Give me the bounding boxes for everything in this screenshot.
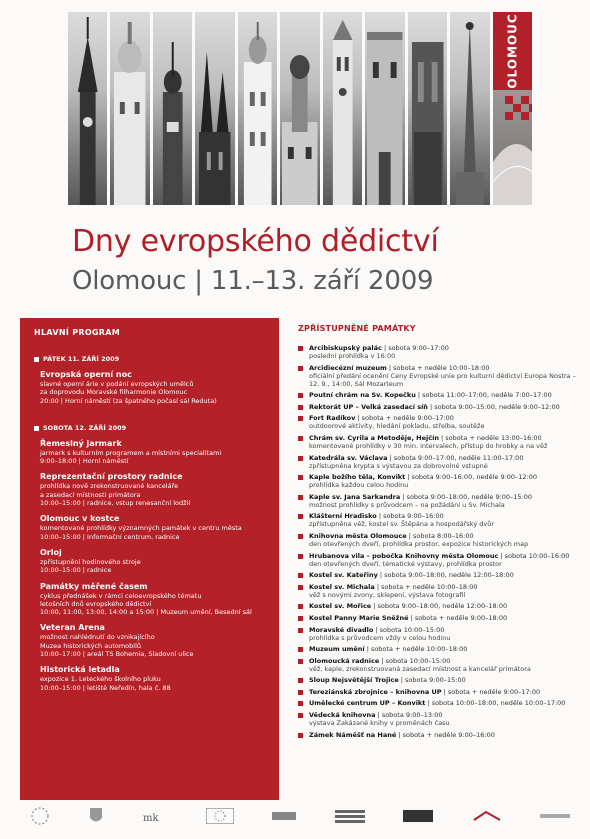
monuments-heading: ZPŘÍSTUPNĚNÉ PAMÁTKY <box>298 324 416 333</box>
monument-name: Kostel Panny Marie Sněžné <box>309 613 409 622</box>
monument-description: den otevřených dveří, prohlídka prostor, expozice historických map <box>309 539 529 548</box>
svg-text:mk: mk <box>143 813 159 824</box>
badge-label: OLOMOUC <box>505 13 520 89</box>
monument-name: Zámek Náměšť na Hané <box>309 730 397 739</box>
monument-item <box>298 645 578 653</box>
monument-schedule: | sobota + neděle 10:00–18:00 <box>364 645 468 654</box>
monument-item <box>298 493 578 509</box>
monument-schedule: | sobota + neděle 9:00–17:00 <box>441 687 541 696</box>
program-event: Reprezentační prostory radnice prohlídka nově zrekonstruované kanceláře a zasedací místnosti primátora 10:00–15:00 | radnice, vstup renesanční lodžií <box>40 472 191 508</box>
monument-schedule: | sobota 9:00–18:00, neděle 12:00–18:00 <box>377 571 514 580</box>
bullet-square-icon <box>298 366 303 371</box>
event-title: Evropská operní noc <box>40 370 132 379</box>
photo-town-hall-tower <box>323 12 362 205</box>
monument-schedule: | sobota 9:00–15:00 <box>398 676 466 685</box>
monument-schedule: | sobota 10:00–18:00, neděle 10:00–17:00 <box>425 699 566 708</box>
monument-description: den otevřených dveří, tématické výstavy, prohlídka prostor <box>309 559 502 568</box>
monument-schedule: | sobota 8:00–16:00 <box>406 531 474 540</box>
monument-description: zpřístupněna věž, kostel sv. Štěpána a hospodářský dvůr <box>309 520 495 529</box>
mk-logo-icon <box>141 806 167 826</box>
monument-name: Chrám sv. Cyrila a Metoděje, Hejčín <box>309 433 439 442</box>
bullet-square-icon <box>298 678 303 683</box>
bullet-square-icon <box>34 426 39 431</box>
monument-name: Poutní chrám na Sv. Kopečku <box>309 391 416 400</box>
program-event: Veteran Arena možnost nahlédnutí do vznikajícího Muzea historických automobilů 10:00–17:00 | areál TS Bohemia, Sladovní ulice <box>40 623 194 659</box>
monument-description: outdoorové aktivity, hledání pokladu, střelba, soutěže <box>309 422 485 431</box>
monument-name: Kaple božího těla, Konvikt <box>309 473 406 482</box>
program-event: Řemeslný jarmark jarmark s kulturním programem a místními specialitami 9:00–18:00 | Horní náměstí <box>40 438 222 466</box>
monument-schedule: | sobota 9:00–18:00, neděle 9:00–15:00 <box>400 492 533 501</box>
main-program-panel <box>20 318 279 800</box>
program-day: PÁTEK 11. ZÁŘÍ 2009 <box>34 355 269 364</box>
bullet-square-icon <box>298 647 303 652</box>
bullet-square-icon <box>298 690 303 695</box>
monument-name: Knihovna města Olomouce <box>309 531 407 540</box>
photo-gothic-cathedral <box>195 12 234 205</box>
monument-item <box>298 434 578 450</box>
round-emblem-logo-icon <box>30 806 50 826</box>
monuments-items <box>298 344 578 739</box>
bullet-square-icon <box>298 405 303 410</box>
badge-logo-icon <box>403 808 433 824</box>
monument-name: Kaple sv. Jana Sarkandra <box>309 492 401 501</box>
stripes-logo-icon <box>335 808 365 824</box>
monument-item <box>298 391 578 399</box>
bird-logo-icon <box>472 808 502 824</box>
monument-name: Kostel sv. Michala <box>309 582 375 591</box>
monument-name: Arcidiecézní muzeum <box>309 363 387 372</box>
bullet-square-icon <box>298 733 303 738</box>
monument-item <box>298 532 578 548</box>
program-day: SOBOTA 12. ZÁŘÍ 2009 <box>34 424 269 433</box>
bullet-square-icon <box>298 628 303 633</box>
monument-item <box>298 614 578 622</box>
monument-schedule: | sobota 10:00–15:00 <box>379 656 451 665</box>
monument-description: prohlídka s průvodcem vždy v celou hodinu <box>309 633 451 642</box>
monument-description: komentované prohlídky v 30 min. intervalech, přístup do hrobky a na věž <box>309 441 548 450</box>
bullet-square-icon <box>34 357 39 362</box>
monument-item <box>298 473 578 489</box>
monument-name: Sloup Nejsvětější Trojice <box>309 676 399 685</box>
bullet-square-icon <box>298 713 303 718</box>
monument-description: oficiální předání ocenění Ceny Evropské unie pro kulturní dědictví Europa Nostra – 12. 9., 14:00, Sál Mozarteum <box>309 371 576 388</box>
header-photo-strip <box>68 12 532 205</box>
monument-name: Moravské divadlo <box>309 625 374 634</box>
sponsor-logo-icon <box>272 808 296 824</box>
photo-onion-tower <box>153 12 192 205</box>
bullet-square-icon <box>298 554 303 559</box>
monument-item <box>298 688 578 696</box>
monument-item <box>298 512 578 528</box>
monument-item <box>298 364 578 388</box>
monument-schedule: | sobota 9:00–13:00 <box>375 711 443 720</box>
program-event: Evropská operní noc slavné operní árie v podání evropských umělců za doprovodu Moravské filharmonie Olomouc 20:00 | Horní náměstí (za špatného počasí sál Reduta) <box>40 370 269 405</box>
bullet-square-icon <box>298 616 303 621</box>
program-event: Orloj zpřístupnění hodinového stroje 10:00–15:00 | radnice <box>40 547 141 575</box>
monument-item <box>298 403 578 411</box>
monument-name: Klášterní Hradisko <box>309 512 377 521</box>
photo-trinity-column <box>450 12 489 205</box>
monument-schedule: | sobota + neděle 10:00–18:00 <box>386 363 490 372</box>
monument-description: věž, kaple, zrekonstruovaná zasedací místnost a kancelář primátora <box>309 664 531 673</box>
monument-schedule: | sobota 9:00–16:00 <box>376 512 444 521</box>
eu-flag-logo-icon <box>206 808 234 824</box>
monument-schedule: | sobota 9:00–17:00, neděle 11:00–17:00 <box>387 453 524 462</box>
monument-description: věž s novými zvony, sklepení, výstava fotografií <box>309 590 466 599</box>
program-event: Památky měřené časem cyklus přednášek v rámci celoevropského tématu letošních dnů evropského dědictví 10:00, 11:00, 13:00, 14:00 a 15:00 | Muzeum umění, Besední sál <box>40 581 252 617</box>
monument-schedule: | sobota + neděle 9:00–16:00 <box>396 730 495 739</box>
monument-schedule: | sobota + neděle 9:00–17:00 <box>355 414 454 423</box>
monument-schedule: | sobota + neděle 13:00–16:00 <box>438 433 542 442</box>
monument-schedule: | sobota 9:00–18:00, neděle 12:00–18:00 <box>371 602 508 611</box>
monument-item <box>298 583 578 599</box>
monument-schedule: | sobota 10:00–15:00 <box>373 625 445 634</box>
monument-name: Olomoucká radnice <box>309 656 380 665</box>
sponsor-logos <box>20 801 580 831</box>
monument-schedule: | sobota 9:00–16:00, neděle 9:00–12:00 <box>405 473 538 482</box>
monument-schedule: | sobota 11:00–17:00, neděle 7:00–17:00 <box>415 391 552 400</box>
bullet-square-icon <box>298 604 303 609</box>
monuments-list <box>298 325 578 742</box>
monument-item <box>298 731 578 739</box>
monument-description: výstava Zakázané knihy v proměnách času <box>309 719 450 728</box>
monument-item <box>298 626 578 642</box>
monument-item <box>298 552 578 568</box>
photo-palace-tower <box>280 12 319 205</box>
coat-of-arms-logo-icon <box>89 806 103 826</box>
monument-description: poslední prohlídka v 16:00 <box>309 352 396 360</box>
bullet-square-icon <box>298 393 303 398</box>
monument-name: Kostel sv. Mořice <box>309 602 372 611</box>
monument-description: zpřístupněna krypta s výstavou za dobrovolné vstupné <box>309 461 488 470</box>
monument-name: Muzeum umění <box>309 645 365 654</box>
bullet-square-icon <box>298 573 303 578</box>
program-event: Historická letadla expozice 1. Leteckého školního pluku 10:00–15:00 | letiště Neředín, hala č. 88 <box>40 665 171 692</box>
monument-description: prohlídka každou celou hodinu <box>309 481 409 490</box>
monument-description: možnost prohlídky s průvodcem – na požádání u Sv. Michala <box>309 500 505 509</box>
bullet-square-icon <box>298 456 303 461</box>
bullet-square-icon <box>298 514 303 519</box>
bullet-square-icon <box>298 436 303 441</box>
monument-schedule: | sobota 10:00–16:00 <box>498 551 570 560</box>
monument-item <box>298 657 578 673</box>
photo-olomouc-badge <box>493 12 532 205</box>
monument-schedule: | sobota 9:00–17:00 <box>381 344 449 352</box>
monument-item <box>298 344 578 360</box>
monument-schedule: | sobota 9:00–15:00, neděle 9:00–12:00 <box>427 402 560 411</box>
bullet-square-icon <box>298 585 303 590</box>
bullet-square-icon <box>298 659 303 664</box>
monument-item <box>298 711 578 727</box>
monument-name: Hrubanova vila – pobočka Knihovny města Olomouc <box>309 551 499 560</box>
program-heading: HLAVNÍ PROGRAM <box>34 328 120 337</box>
monument-name: Arcibiskupský palác <box>309 344 382 352</box>
bullet-square-icon <box>298 416 303 421</box>
photo-white-church <box>238 12 277 205</box>
photo-gothic-spire <box>408 12 447 205</box>
page-subtitle: Olomouc | 11.–13. září 2009 <box>72 266 434 296</box>
monument-name: Fort Radíkov <box>309 414 356 423</box>
bullet-square-icon <box>298 475 303 480</box>
monument-name: Vědecká knihovna <box>309 711 376 720</box>
bullet-square-icon <box>298 346 303 351</box>
monument-name: Katedrála sv. Václava <box>309 453 388 462</box>
program-event: Olomouc v kostce komentované prohlídky významných památek v centru města 10:00–15:00 | Informační centrum, radnice <box>40 514 242 541</box>
monument-name: Umělecké centrum UP – Konvikt <box>309 699 426 708</box>
monument-item <box>298 571 578 579</box>
monument-name: Rektorát UP – Velká zasedací síň <box>309 402 428 411</box>
photo-baroque-tower <box>110 12 149 205</box>
monument-item <box>298 414 578 430</box>
monument-schedule: | sobota + neděle 9:00–18:00 <box>408 613 508 622</box>
photo-church-facade <box>365 12 404 205</box>
monument-name: Tereziánská zbrojnice – knihovna UP <box>309 687 442 696</box>
monument-item <box>298 676 578 684</box>
page-title: Dny evropského dědictví <box>72 224 439 259</box>
text-logo-icon <box>540 808 570 824</box>
bullet-square-icon <box>298 701 303 706</box>
monument-item <box>298 454 578 470</box>
monument-schedule: | sobota + neděle 10:00–18:00 <box>374 582 478 591</box>
photo-clock-tower <box>68 12 107 205</box>
bullet-square-icon <box>298 495 303 500</box>
monument-item <box>298 699 578 707</box>
monument-name: Kostel sv. Kateřiny <box>309 571 378 580</box>
bullet-square-icon <box>298 534 303 539</box>
monument-item <box>298 602 578 610</box>
